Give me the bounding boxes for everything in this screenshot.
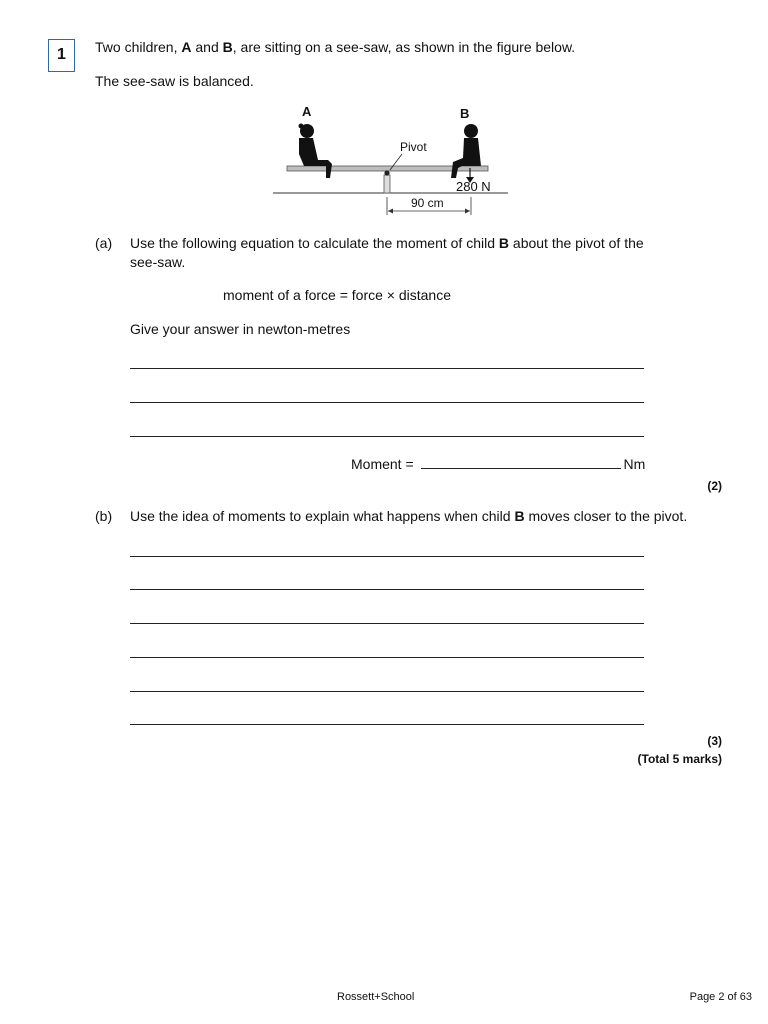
part-a-instruction: Give your answer in newton-metres <box>130 321 351 337</box>
total-marks: (Total 5 marks) <box>637 752 722 766</box>
part-a-marks: (2) <box>707 479 722 493</box>
dimension-arrow-right <box>465 209 470 214</box>
see-saw-figure <box>268 102 513 217</box>
pivot-label: Pivot <box>400 140 427 154</box>
part-b-answer-line-1[interactable] <box>130 556 644 557</box>
intro-post: , are sitting on a see-saw, as shown in the figure below. <box>232 39 576 55</box>
part-b-answer-line-6[interactable] <box>130 724 644 725</box>
part-a-text-post: about the pivot of the <box>509 235 644 251</box>
moment-equation: moment of a force = force × distance <box>223 287 452 303</box>
moment-answer-blank[interactable] <box>421 455 621 469</box>
force-label: 280 N <box>456 179 491 194</box>
part-a-label: (a) <box>95 235 113 251</box>
part-b-text-pre: Use the idea of moments to explain what happens when child <box>130 508 515 524</box>
figure-label-a: A <box>302 104 312 119</box>
moment-answer-unit: Nm <box>623 456 646 472</box>
part-b-marks: (3) <box>707 734 722 748</box>
part-a-answer-line-3[interactable] <box>130 436 644 437</box>
part-b-label: (b) <box>95 508 113 524</box>
part-b-answer-line-5[interactable] <box>130 691 644 692</box>
intro-pre: Two children, <box>95 39 182 55</box>
footer-page-number: Page 2 of 63 <box>689 991 752 1003</box>
child-b-label: B <box>222 39 233 55</box>
pivot-support <box>384 175 390 193</box>
part-b-answer-line-2[interactable] <box>130 589 644 590</box>
part-b-question <box>130 508 687 524</box>
part-b-answer-line-3[interactable] <box>130 623 644 624</box>
part-a-text-bold: B <box>498 235 510 251</box>
intro-and: and <box>191 39 223 55</box>
distance-label: 90 cm <box>411 196 444 210</box>
question-number-box: 1 <box>48 39 75 72</box>
part-a-text-pre: Use the following equation to calculate the moment of child <box>130 235 499 251</box>
child-a-label: A <box>181 39 192 55</box>
balanced-statement: The see-saw is balanced. <box>95 73 254 89</box>
part-a-question <box>130 235 644 251</box>
moment-answer-prefix: Moment = <box>351 456 418 472</box>
moment-answer-row <box>351 455 645 472</box>
part-b-answer-line-4[interactable] <box>130 657 644 658</box>
dimension-arrow-left <box>388 209 393 214</box>
part-b-text-bold: B <box>514 508 525 524</box>
question-intro <box>95 39 575 55</box>
figure-label-b: B <box>460 106 470 121</box>
part-a-answer-line-2[interactable] <box>130 402 644 403</box>
part-b-text-post: moves closer to the pivot. <box>524 508 688 524</box>
pivot-point <box>384 170 389 175</box>
footer-school: Rossett+School <box>337 991 415 1003</box>
part-a-answer-line-1[interactable] <box>130 368 644 369</box>
part-a-question-line2: see-saw. <box>130 254 186 270</box>
